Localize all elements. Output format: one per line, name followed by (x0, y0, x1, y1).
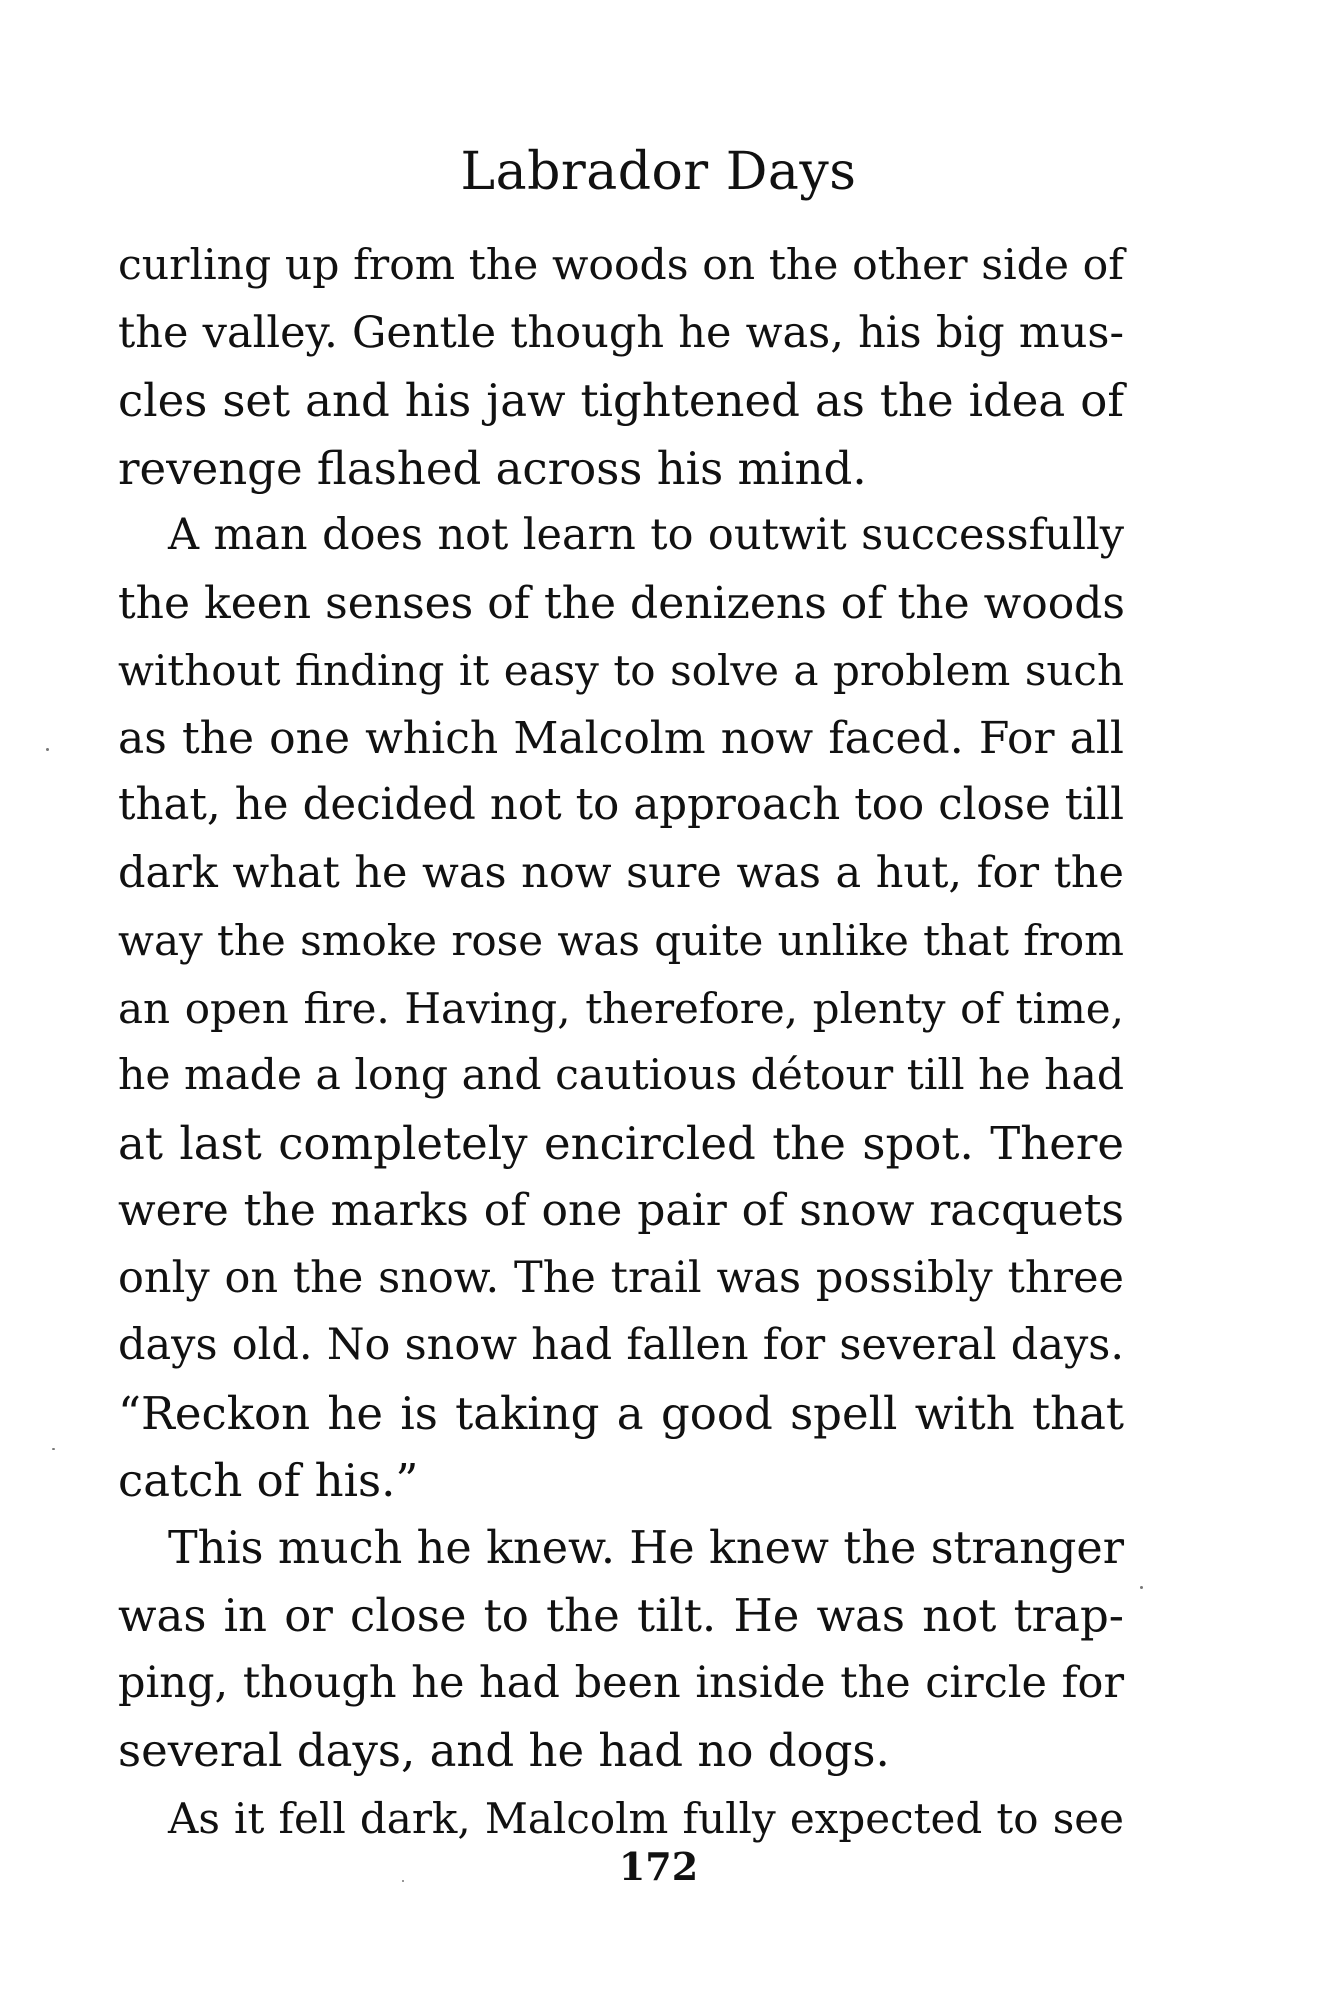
text-line: that, he decided not to approach too close till (118, 780, 1124, 830)
paragraph-1 (118, 232, 1124, 502)
running-head: Labrador Days (460, 142, 857, 202)
text-line: cles set and his jaw tightened as the idea of (118, 374, 1124, 427)
body-text (118, 232, 1124, 1852)
text-line: ping, though he had been inside the circle for (118, 1657, 1124, 1708)
text-line: revenge flashed across his mind. (118, 441, 867, 495)
text-line: catch of his.” (118, 1454, 419, 1507)
text-line: As it fell dark, Malcolm fully expected to see (168, 1793, 1124, 1843)
text-line: an open fire. Having, therefore, plenty of time, (118, 983, 1124, 1033)
text-line: way the smoke rose was quite unlike that from (118, 916, 1124, 965)
text-line: were the marks of one pair of snow racquets (118, 1185, 1124, 1236)
text-line: the keen senses of the denizens of the woods (118, 577, 1125, 629)
text-line: without finding it easy to solve a problem such (118, 646, 1124, 695)
page-number: 172 (618, 1844, 699, 1889)
text-line: A man does not learn to outwit successfully (168, 510, 1124, 560)
text-line: dark what he was now sure was a hut, for the (118, 847, 1124, 898)
text-line: several days, and he had no dogs. (118, 1724, 890, 1777)
text-line: days old. No snow had fallen for several days. (118, 1320, 1124, 1370)
text-line: only on the snow. The trail was possibly three (118, 1252, 1124, 1303)
text-line: This much he knew. He knew the stranger (168, 1522, 1124, 1574)
text-line: the valley. Gentle though he was, his big mus- (118, 307, 1124, 358)
paragraph-4 (118, 1785, 1124, 1853)
text-line: as the one which Malcolm now faced. For all (118, 712, 1124, 764)
text-line: he made a long and cautious détour till he had (118, 1051, 1125, 1100)
text-line: curling up from the woods on the other side of (118, 241, 1124, 290)
scan-speck (402, 1880, 404, 1882)
scan-speck (1140, 1586, 1143, 1589)
scan-speck (46, 748, 49, 751)
text-line: “Reckon he is taking a good spell with that (118, 1386, 1124, 1440)
paragraph-2 (118, 502, 1124, 1515)
scan-speck (52, 1448, 55, 1450)
paragraph-3 (118, 1515, 1124, 1785)
text-line: at last completely encircled the spot. There (118, 1116, 1124, 1170)
text-line: was in or close to the tilt. He was not trap- (118, 1589, 1124, 1642)
